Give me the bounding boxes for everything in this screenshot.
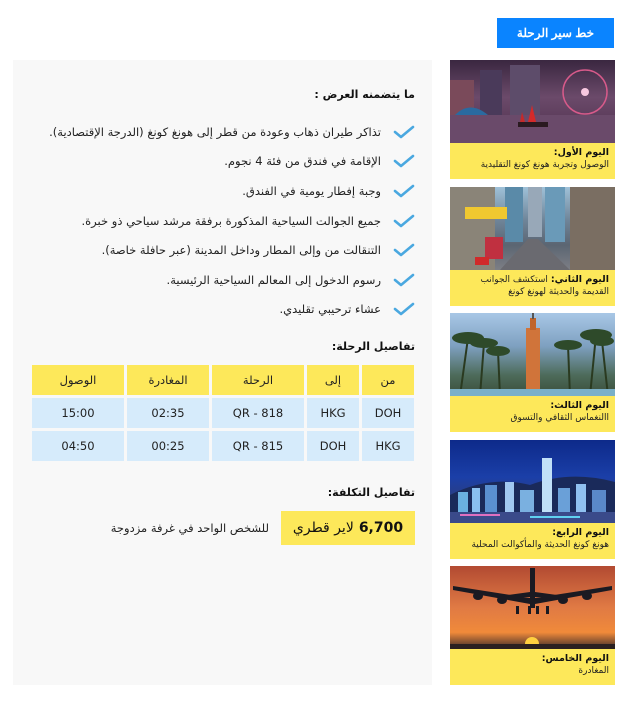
day-caption: [450, 523, 615, 559]
day-card[interactable]: [450, 187, 615, 314]
day-card[interactable]: [450, 440, 615, 567]
includes-item-text: الإقامة في فندق من فئة 4 نجوم.: [224, 154, 381, 169]
includes-title: ما يتضمنه العرض :: [314, 88, 415, 101]
street-trams-image: [450, 187, 615, 270]
includes-item: [15, 265, 415, 295]
day-caption: [450, 649, 615, 685]
day-label: اليوم الخامس:: [541, 653, 609, 665]
day-image-airplane: [450, 566, 615, 649]
day-description: هونغ كونغ الحديثة والمأكوالت المحلية: [471, 539, 609, 550]
day-card[interactable]: [450, 566, 615, 693]
includes-item: [15, 117, 415, 147]
col-arrival: الوصول: [32, 365, 124, 395]
day-image-clocktower: [450, 313, 615, 396]
includes-item: [15, 147, 415, 177]
includes-item-text: عشاء ترحيبي تقليدي.: [279, 302, 381, 317]
day-label: اليوم الرابع:: [552, 526, 609, 538]
includes-item: [15, 235, 415, 265]
includes-item-text: رسوم الدخول إلى المعالم السياحية الرئيسية.: [166, 272, 381, 287]
table-row: [32, 398, 414, 428]
itinerary-button[interactable]: خط سير الرحلة: [497, 18, 614, 48]
price-row: [111, 511, 415, 545]
harbour-junk-boat-image: [450, 60, 615, 143]
cost-title: تفاصيل التكلفة:: [327, 486, 415, 499]
col-to: إلى: [307, 365, 359, 395]
checkmark-icon: [393, 184, 415, 198]
includes-item-text: وجبة إفطار يومية في الفندق.: [242, 183, 381, 198]
night-skyline-image: [450, 440, 615, 523]
checkmark-icon: [393, 125, 415, 139]
checkmark-icon: [393, 154, 415, 168]
day-image-harbour: [450, 60, 615, 143]
cell-flight: QR - 818: [212, 398, 304, 428]
price-amount: 6,700: [358, 520, 404, 536]
day-card[interactable]: [450, 60, 615, 187]
includes-item: [15, 295, 415, 325]
day-caption: [450, 396, 615, 432]
col-flight: الرحلة: [212, 365, 304, 395]
day-label: اليوم الثالث:: [550, 400, 609, 412]
cell-to: DOH: [307, 431, 359, 461]
itinerary-days: [450, 60, 615, 693]
day-image-street: [450, 187, 615, 270]
airplane-sunset-image: [450, 566, 615, 649]
checkmark-icon: [393, 273, 415, 287]
flight-table: [29, 362, 417, 464]
checkmark-icon: [393, 214, 415, 228]
checkmark-icon: [393, 302, 415, 316]
includes-item-text: جميع الجوالت السياحية المذكورة برفقة مرشد سياحي ذو خبرة.: [81, 213, 381, 228]
day-label: اليوم الثاني:: [550, 273, 609, 285]
includes-item: [15, 176, 415, 206]
checkmark-icon: [393, 243, 415, 257]
day-card[interactable]: [450, 313, 615, 440]
day-image-skyline: [450, 440, 615, 523]
includes-item-text: تذاكر طيران ذهاب وعودة من قطر إلى هونغ كونغ (الدرجة الإقتصادية).: [49, 124, 381, 139]
table-header-row: [32, 365, 414, 395]
day-description: المغادرة: [578, 666, 609, 677]
cell-arrival: 04:50: [32, 431, 124, 461]
cell-arrival: 15:00: [32, 398, 124, 428]
cell-flight: QR - 815: [212, 431, 304, 461]
table-row: [32, 431, 414, 461]
price-currency: لاير قطري: [292, 520, 354, 536]
includes-item-text: التنقالت من وإلى المطار وداخل المدينة (عبر حافلة خاصة).: [101, 243, 381, 258]
flights-title: تفاصيل الرحلة:: [331, 340, 415, 353]
day-label: اليوم الأول:: [553, 147, 609, 158]
cell-to: HKG: [307, 398, 359, 428]
price-badge: [281, 511, 415, 545]
day-description: الوصول وتجربة هونغ كونغ التقليدية: [480, 160, 609, 170]
price-note: للشخص الواحد في غرفة مزدوجة: [110, 521, 269, 535]
cell-from: HKG: [362, 431, 414, 461]
col-from: من: [362, 365, 414, 395]
includes-item: [15, 206, 415, 236]
offer-details-panel: [13, 60, 432, 685]
day-caption: [450, 270, 615, 306]
day-description: االنغماس الثقافي والتسوق: [510, 413, 609, 424]
cell-departure: 02:35: [127, 398, 209, 428]
col-departure: المغادرة: [127, 365, 209, 395]
day-caption: [450, 143, 615, 179]
clock-tower-image: [450, 313, 615, 396]
cell-from: DOH: [362, 398, 414, 428]
cell-departure: 00:25: [127, 431, 209, 461]
day-description: استكشف الجوانب القديمة والحديثة لهونغ كونغ: [480, 274, 609, 297]
includes-list: [15, 117, 415, 324]
